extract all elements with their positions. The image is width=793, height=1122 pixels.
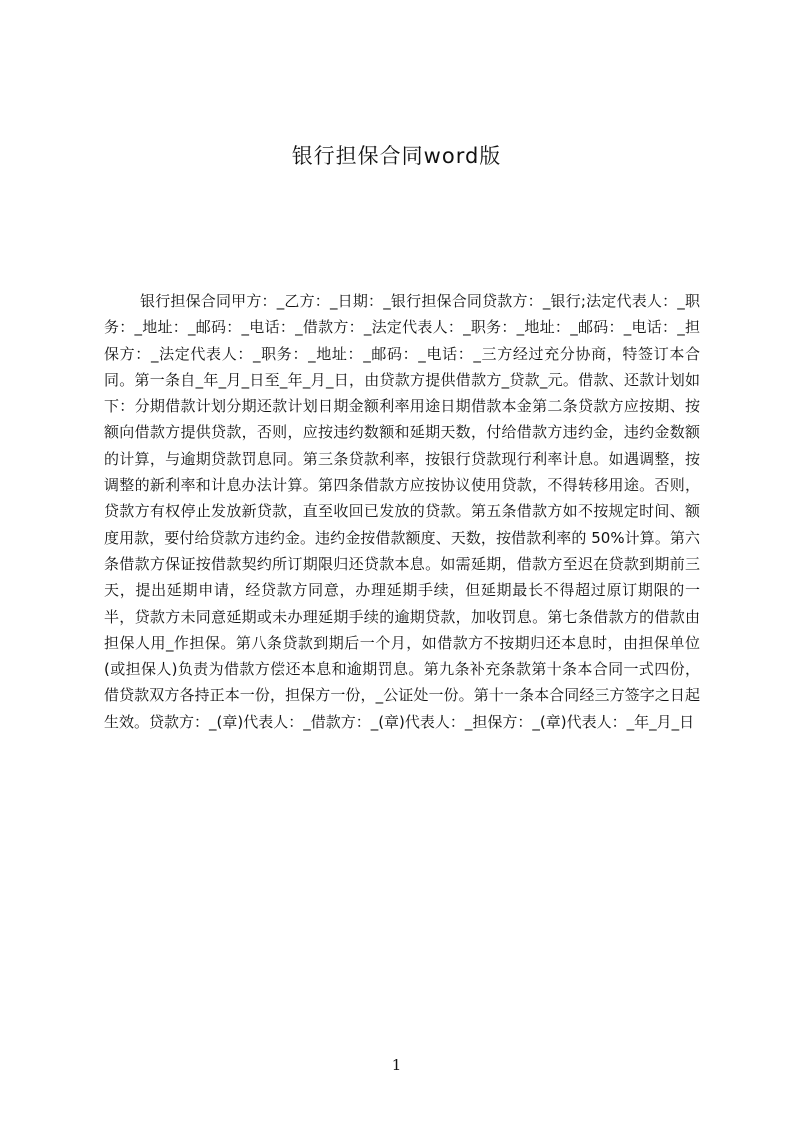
document-title: 银行担保合同word版	[291, 144, 502, 168]
page-number: 1	[391, 1056, 402, 1074]
document-body-paragraph: 银行担保合同甲方：_乙方：_日期：_银行担保合同贷款方：_银行;法定代表人：_职务：_地址：_邮码：_电话：_借款方：_法定代表人：_职务：_地址：_邮码：_电话：_担保方：_法定代表人：_职务：_地址：_邮码：_电话：_三方经过充分协商，特签订本合同。第一条自_年_月_日至_年_月_日，由贷款方提供借款方_贷款_元。借款、还款计划如下：分期借款计划分期还款计划日期金额利率用途日期借款本金第二条贷款方应按期、按额向借款方提供贷款，否则，应按违约数额和延期天数，付给借款方违约金，违约金数额的计算，与逾期贷款罚息同。第三条贷款利率，按银行贷款现行利率计息。如遇调整，按调整的新利率和计息办法计算。第四条借款方应按协议使用贷款，不得转移用途。否则，贷款方有权停止发放新贷款，直至收回已发放的贷款。第五条借款方如不按规定时间、额度用款，要付给贷款方违约金。违约金按借款额度、天数，按借款利率的 50%计算。第六条借款方保证按借款契约所订期限归还贷款本息。如需延期，借款方至迟在贷款到期前三天，提出延期申请，经贷款方同意，办理延期手续，但延期最长不得超过原订期限的一半，贷款方未同意延期或未办理延期手续的逾期贷款，加收罚息。第七条借款方的借款由担保人用_作担保。第八条贷款到期后一个月，如借款方不按期归还本息时，由担保单位(或担保人)负责为借款方偿还本息和逾期罚息。第九条补充条款第十条本合同一式四份，借贷款双方各持正本一份，担保方一份，_公证处一份。第十一条本合同经三方签字之日起生效。贷款方：_(章)代表人：_借款方：_(章)代表人：_担保方：_(章)代表人：_年_月_日	[104, 292, 700, 731]
